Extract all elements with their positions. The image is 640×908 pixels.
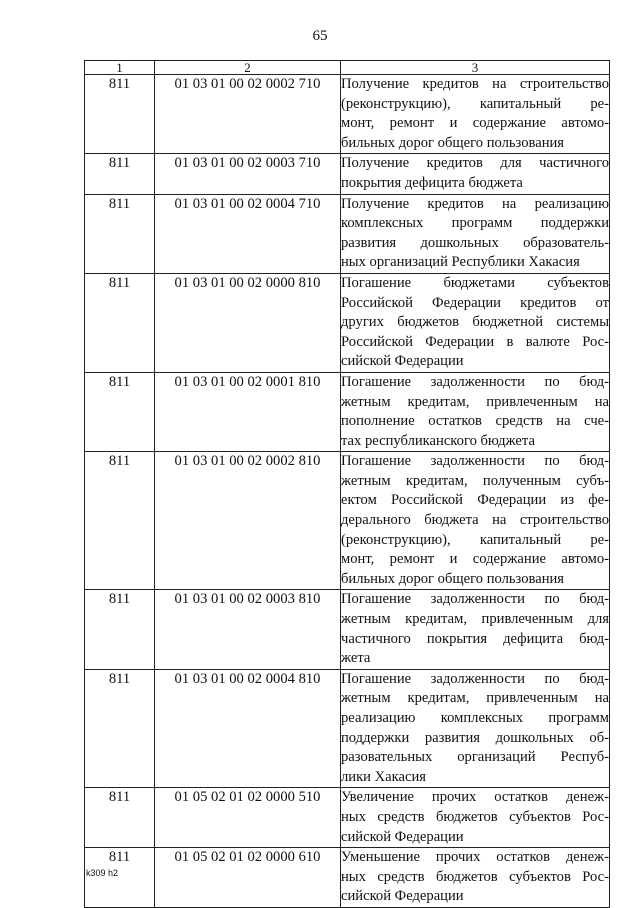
classification-code-cell: 01 03 01 00 02 0001 810 — [155, 372, 341, 451]
description-line: разовательных организаций Респуб- — [341, 749, 609, 766]
description-line: лики Хакасия — [341, 768, 427, 785]
column-header-3: 3 — [341, 61, 610, 75]
table-row — [85, 848, 610, 908]
description-line: дерального бюджета на строительство — [341, 512, 609, 529]
admin-code-cell: 811 — [85, 452, 155, 590]
description-line: жетным кредитам, привлеченным на — [341, 393, 609, 410]
description-line: монт, ремонт и содержание автомо- — [341, 115, 609, 132]
table-row — [85, 273, 610, 372]
classification-code-cell: 01 03 01 00 02 0004 710 — [155, 194, 341, 273]
description-line: Получение кредитов для частичного — [341, 155, 609, 172]
admin-code-cell: 811 — [85, 669, 155, 788]
description-line: (реконструкцию), капитальный ре- — [341, 95, 609, 112]
admin-code-cell: 811 — [85, 788, 155, 848]
description-cell — [341, 848, 610, 908]
table-row — [85, 788, 610, 848]
description-cell — [341, 372, 610, 451]
description-line: жетным кредитам, привлеченным на — [341, 690, 609, 707]
column-header-2: 2 — [155, 61, 341, 75]
description-line: сийской Федерации — [341, 353, 464, 370]
description-line: поддержки развития дошкольных об- — [341, 729, 609, 746]
table-header-row — [85, 61, 610, 75]
table-row — [85, 194, 610, 273]
description-line: сийской Федерации — [341, 888, 464, 905]
description-line: Погашение бюджетами субъектов — [341, 274, 609, 291]
table-row — [85, 452, 610, 590]
description-line: частичного покрытия дефицита бюд- — [341, 630, 609, 647]
description-cell — [341, 194, 610, 273]
classification-code-cell: 01 03 01 00 02 0004 810 — [155, 669, 341, 788]
description-cell — [341, 669, 610, 788]
admin-code-cell: 811 — [85, 194, 155, 273]
description-line: жетным кредитам, полученным субъ- — [341, 472, 609, 489]
column-header-1: 1 — [85, 61, 155, 75]
classification-code-cell: 01 03 01 00 02 0003 810 — [155, 590, 341, 669]
description-line: жета — [341, 650, 371, 667]
description-cell — [341, 788, 610, 848]
budget-classification-table — [84, 60, 610, 908]
description-line: бильных дорог общего пользования — [341, 570, 565, 587]
table-row — [85, 669, 610, 788]
table-body — [85, 75, 610, 908]
admin-code-cell: 811 — [85, 590, 155, 669]
description-line: ных средств бюджетов субъектов Рос- — [341, 868, 609, 885]
classification-code-cell: 01 03 01 00 02 0002 810 — [155, 452, 341, 590]
description-line: ектом Российской Федерации из фе- — [341, 492, 609, 509]
description-line: реализацию комплексных программ — [341, 710, 609, 726]
classification-code-cell: 01 05 02 01 02 0000 510 — [155, 788, 341, 848]
description-cell — [341, 273, 610, 372]
description-line: Получение кредитов на строительство — [341, 76, 609, 92]
admin-code-cell: 811 — [85, 848, 155, 908]
document-footer-code: k309 h2 — [86, 868, 119, 878]
description-line: бильных дорог общего пользования — [341, 134, 565, 151]
table-row — [85, 372, 610, 451]
description-line: ных организаций Республики Хакасия — [341, 254, 580, 271]
admin-code-cell: 811 — [85, 154, 155, 194]
admin-code-cell: 811 — [85, 75, 155, 154]
table-row — [85, 154, 610, 194]
description-line: сийской Федерации — [341, 828, 464, 845]
description-line: (реконструкцию), капитальный ре- — [341, 531, 609, 548]
description-line: Погашение задолженности по бюд- — [341, 373, 609, 390]
description-line: Погашение задолженности по бюд- — [341, 591, 609, 608]
classification-code-cell: 01 03 01 00 02 0003 710 — [155, 154, 341, 194]
description-line: Уменьшение прочих остатков денеж- — [341, 849, 609, 866]
table-row — [85, 590, 610, 669]
classification-code-cell: 01 05 02 01 02 0000 610 — [155, 848, 341, 908]
table-row — [85, 75, 610, 154]
page-number: 65 — [312, 28, 328, 44]
admin-code-cell: 811 — [85, 273, 155, 372]
description-cell — [341, 590, 610, 669]
description-line: Российской Федерации в валюте Рос- — [341, 333, 609, 350]
description-line: Погашение задолженности по бюд- — [341, 670, 609, 687]
description-line: покрытия дефицита бюджета — [341, 174, 523, 191]
description-line: комплексных программ поддержки — [341, 215, 609, 232]
description-line: ных средств бюджетов субъектов Рос- — [341, 808, 609, 825]
description-line: других бюджетов бюджетной системы — [341, 314, 609, 331]
description-line: Российской Федерации кредитов от — [341, 294, 609, 311]
admin-code-cell: 811 — [85, 372, 155, 451]
description-line: жетным кредитам, привлеченным для — [341, 611, 609, 628]
description-cell — [341, 154, 610, 194]
description-line: развития дошкольных образователь- — [341, 234, 609, 251]
description-line: Получение кредитов на реализацию — [341, 195, 609, 212]
description-line: монт, ремонт и содержание автомо- — [341, 551, 609, 568]
classification-code-cell: 01 03 01 00 02 0002 710 — [155, 75, 341, 154]
classification-code-cell: 01 03 01 00 02 0000 810 — [155, 273, 341, 372]
description-line: Увеличение прочих остатков денеж- — [341, 789, 609, 806]
description-cell — [341, 452, 610, 590]
description-line: пополнение остатков средств на сче- — [341, 413, 609, 430]
description-line: тах республиканского бюджета — [341, 432, 535, 449]
description-line: Погашение задолженности по бюд- — [341, 453, 609, 470]
description-cell — [341, 75, 610, 154]
